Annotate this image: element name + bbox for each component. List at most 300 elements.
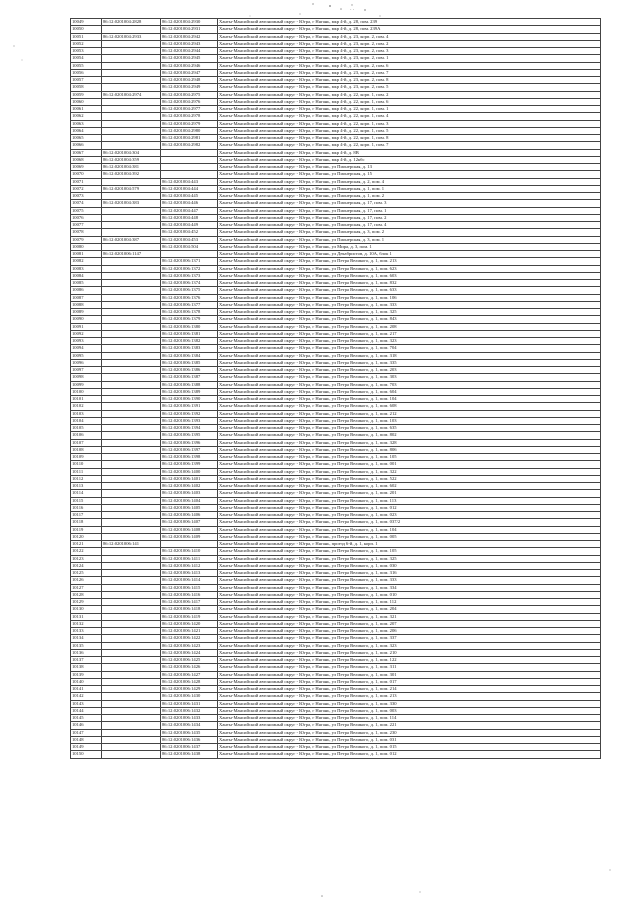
row-number-cell: 10076	[71, 214, 102, 221]
row-number-cell: 10115	[71, 497, 102, 504]
table-row	[71, 519, 601, 526]
address-cell: Ханты-Мансийский автономный округ - Югра, г Нягань, ул Петра Великого, д. 1, пом. 212	[218, 410, 601, 417]
table-row	[71, 156, 601, 163]
parent-cadastral-number-cell	[102, 707, 161, 714]
cadastral-number-cell: 86:12:0201006:1392	[161, 410, 218, 417]
address-cell: Ханты-Мансийский автономный округ - Югра, г Нягань, ул Петра Великого, д. 1, пом. 105	[218, 454, 601, 461]
table-row	[71, 193, 601, 200]
address-cell: Ханты-Мансийский автономный округ - Югра, г Нягань, ул Петра Великого, д. 1, пом. 328	[218, 439, 601, 446]
table-row	[71, 577, 601, 584]
row-number-cell: 10084	[71, 272, 102, 279]
address-cell: Ханты-Мансийский автономный округ - Югра, г Нягань, ул Пионерская, д. 17, пом. 4	[218, 222, 601, 229]
address-cell: Ханты-Мансийский автономный округ - Югра, г Нягань, ул Петра Великого, д. 1, пом. 113	[218, 497, 601, 504]
table-row	[71, 497, 601, 504]
address-cell: Ханты-Мансийский автономный округ - Югра, г Нягань, ул Петра Великого, д. 1, пом. 106	[218, 294, 601, 301]
address-cell: Ханты-Мансийский автономный округ - Югра, г Нягань, ул Пионерская, д. 13	[218, 164, 601, 171]
parent-cadastral-number-cell	[102, 454, 161, 461]
address-cell: Ханты-Мансийский автономный округ - Югра, г Нягань, мкр 4-й, д. 23, корп. 2, пом. 2	[218, 40, 601, 47]
parent-cadastral-number-cell	[102, 106, 161, 113]
row-number-cell: 10098	[71, 374, 102, 381]
cadastral-number-cell: 86:12:0201006:1372	[161, 265, 218, 272]
parent-cadastral-number-cell: 86:12:0201004:2933	[102, 33, 161, 40]
address-cell: Ханты-Мансийский автономный округ - Югра, г Нягань, мкр 4-й, д. 22, корп. 1, пом. 5	[218, 127, 601, 134]
cadastral-number-cell: 86:12:0201006:1436	[161, 736, 218, 743]
parent-cadastral-number-cell	[102, 62, 161, 69]
cadastral-number-cell: 86:12:0201006:1425	[161, 657, 218, 664]
cadastral-number-cell: 86:12:0201006:1414	[161, 577, 218, 584]
address-cell: Ханты-Мансийский автономный округ - Югра, г Нягань, ул Петра Великого, д. 1, пом. 301	[218, 671, 601, 678]
parent-cadastral-number-cell	[102, 446, 161, 453]
table-row	[71, 570, 601, 577]
address-cell: Ханты-Мансийский автономный округ - Югра, г Нягань, мкр 4-й, д. 23, корп. 2, пом. 4	[218, 33, 601, 40]
row-number-cell: 10122	[71, 548, 102, 555]
table-row	[71, 98, 601, 105]
table-row	[71, 251, 601, 258]
address-cell: Ханты-Мансийский автономный округ - Югра, г Нягань, ул Петра Великого, д. 1, пом. 311	[218, 664, 601, 671]
table-row	[71, 700, 601, 707]
parent-cadastral-number-cell	[102, 388, 161, 395]
address-cell: Ханты-Мансийский автономный округ - Югра, г Нягань, мкр 4-й, д. 28, пом. 239	[218, 19, 601, 26]
address-cell: Ханты-Мансийский автономный округ - Югра, г Нягань, ул Петра Великого, д. 1, пом. 602	[218, 483, 601, 490]
parent-cadastral-number-cell	[102, 512, 161, 519]
address-cell: Ханты-Мансийский автономный округ - Югра, г Нягань, ул Петра Великого, д. 1, пом. 217	[218, 330, 601, 337]
parent-cadastral-number-cell	[102, 55, 161, 62]
table-row	[71, 548, 601, 555]
address-cell: Ханты-Мансийский автономный округ - Югра, г Нягань, ул Петра Великого, д. 1, пом. 322	[218, 468, 601, 475]
row-number-cell: 10085	[71, 280, 102, 287]
cadastral-number-cell: 86:12:0201006:1378	[161, 309, 218, 316]
table-row	[71, 744, 601, 751]
table-row	[71, 19, 601, 26]
row-number-cell: 10124	[71, 562, 102, 569]
parent-cadastral-number-cell	[102, 77, 161, 84]
cadastral-number-cell: 86:12:0201006:1388	[161, 381, 218, 388]
cadastral-number-cell: 86:12:0201006:1382	[161, 338, 218, 345]
address-cell: Ханты-Мансийский автономный округ - Югра, г Нягань, ул Петра Великого, д. 1, пом. 015	[218, 744, 601, 751]
table-row	[71, 69, 601, 76]
parent-cadastral-number-cell: 86:12:0201004:392	[102, 171, 161, 178]
parent-cadastral-number-cell	[102, 135, 161, 142]
address-cell: Ханты-Мансийский автономный округ - Югра, г Нягань, ул Петра Великого, д. 1, пом. 703	[218, 381, 601, 388]
table-row	[71, 483, 601, 490]
address-cell: Ханты-Мансийский автономный округ - Югра, г Нягань, ул Петра Великого, д. 1, пом. 608	[218, 403, 601, 410]
address-cell: Ханты-Мансийский автономный округ - Югра, г Нягань, ул Пионерская, д. 1, пом. 1	[218, 185, 601, 192]
table-row	[71, 164, 601, 171]
table-row	[71, 562, 601, 569]
parent-cadastral-number-cell	[102, 671, 161, 678]
cadastral-number-cell: 86:12:0201004:2975	[161, 91, 218, 98]
parent-cadastral-number-cell	[102, 410, 161, 417]
table-row	[71, 338, 601, 345]
parent-cadastral-number-cell: 86:12:0201004:2974	[102, 91, 161, 98]
row-number-cell: 10120	[71, 533, 102, 540]
table-row	[71, 222, 601, 229]
cadastral-number-cell: 86:12:0201006:1402	[161, 483, 218, 490]
cadastral-number-cell: 86:12:0201006:1395	[161, 432, 218, 439]
row-number-cell: 10110	[71, 461, 102, 468]
row-number-cell: 10146	[71, 722, 102, 729]
address-cell: Ханты-Мансийский автономный округ - Югра, г Нягань, мкр 4-й, д. 23, корп. 2, пом. 1	[218, 55, 601, 62]
table-row	[71, 359, 601, 366]
cadastral-number-cell: 86:12:0201006:1428	[161, 678, 218, 685]
table-row	[71, 127, 601, 134]
table-row	[71, 40, 601, 47]
parent-cadastral-number-cell	[102, 272, 161, 279]
row-number-cell: 10056	[71, 69, 102, 76]
cadastral-number-cell: 86:12:0201006:1383	[161, 345, 218, 352]
row-number-cell: 10116	[71, 504, 102, 511]
cadastral-number-cell	[161, 164, 218, 171]
address-cell: Ханты-Мансийский автономный округ - Югра, г Нягань, ул Петра Великого, д. 1, пом. 323	[218, 338, 601, 345]
row-number-cell: 10090	[71, 316, 102, 323]
row-number-cell: 10121	[71, 541, 102, 548]
cadastral-number-cell: 86:12:0201004:2976	[161, 98, 218, 105]
row-number-cell: 10105	[71, 425, 102, 432]
row-number-cell: 10089	[71, 309, 102, 316]
row-number-cell: 10068	[71, 156, 102, 163]
parent-cadastral-number-cell	[102, 736, 161, 743]
row-number-cell: 10148	[71, 736, 102, 743]
parent-cadastral-number-cell	[102, 359, 161, 366]
cadastral-number-cell: 86:12:0201004:446	[161, 200, 218, 207]
table-row	[71, 555, 601, 562]
cadastral-number-cell: 86:12:0201006:1437	[161, 744, 218, 751]
cadastral-number-cell: 86:12:0201006:1397	[161, 446, 218, 453]
row-number-cell: 10051	[71, 33, 102, 40]
parent-cadastral-number-cell	[102, 258, 161, 265]
row-number-cell: 10072	[71, 185, 102, 192]
cadastral-number-cell: 86:12:0201004:2943	[161, 40, 218, 47]
parent-cadastral-number-cell	[102, 461, 161, 468]
table-row	[71, 258, 601, 265]
cadastral-number-cell: 86:12:0201006:1412	[161, 562, 218, 569]
table-row	[71, 396, 601, 403]
parent-cadastral-number-cell: 86:12:0201004:381	[102, 164, 161, 171]
table-row	[71, 113, 601, 120]
row-number-cell: 10069	[71, 164, 102, 171]
cadastral-number-cell: 86:12:0201006:1396	[161, 439, 218, 446]
parent-cadastral-number-cell	[102, 309, 161, 316]
cadastral-number-cell	[161, 541, 218, 548]
cadastral-number-cell: 86:12:0201006:1399	[161, 461, 218, 468]
parent-cadastral-number-cell	[102, 338, 161, 345]
address-cell: Ханты-Мансийский автономный округ - Югра, г Нягань, ул Петра Великого, д. 1, пом. 806	[218, 446, 601, 453]
row-number-cell: 10144	[71, 707, 102, 714]
address-cell: Ханты-Мансийский автономный округ - Югра, г Нягань, ул Петра Великого, д. 1, пом. 104	[218, 526, 601, 533]
row-number-cell: 10099	[71, 381, 102, 388]
cadastral-number-cell: 86:12:0201006:1398	[161, 454, 218, 461]
table-row	[71, 671, 601, 678]
parent-cadastral-number-cell	[102, 635, 161, 642]
table-row	[71, 628, 601, 635]
cadastral-number-cell: 86:12:0201006:1429	[161, 686, 218, 693]
parent-cadastral-number-cell	[102, 613, 161, 620]
parent-cadastral-number-cell	[102, 26, 161, 33]
parent-cadastral-number-cell	[102, 483, 161, 490]
parent-cadastral-number-cell	[102, 686, 161, 693]
table-row	[71, 635, 601, 642]
address-cell: Ханты-Мансийский автономный округ - Югра, г Нягань, мкр 4-й, д. 28, пом. 239А	[218, 26, 601, 33]
parent-cadastral-number-cell	[102, 562, 161, 569]
row-number-cell: 10061	[71, 106, 102, 113]
table-row	[71, 686, 601, 693]
address-cell: Ханты-Мансийский автономный округ - Югра, г Нягань, ул Петра Великого, д. 1, пом. 325	[218, 309, 601, 316]
row-number-cell: 10065	[71, 135, 102, 142]
parent-cadastral-number-cell	[102, 657, 161, 664]
address-cell: Ханты-Мансийский автономный округ - Югра, г Нягань, мкр 4-й, д. 23, корп. 2, пом. 7	[218, 69, 601, 76]
parent-cadastral-number-cell	[102, 475, 161, 482]
row-number-cell: 10111	[71, 468, 102, 475]
table-row	[71, 381, 601, 388]
row-number-cell: 10138	[71, 664, 102, 671]
row-number-cell: 10093	[71, 338, 102, 345]
address-cell: Ханты-Мансийский автономный округ - Югра, г Нягань, ул Петра Великого, д. 1, пом. 104	[218, 396, 601, 403]
parent-cadastral-number-cell	[102, 178, 161, 185]
row-number-cell: 10141	[71, 686, 102, 693]
table-row	[71, 142, 601, 149]
cadastral-number-cell: 86:12:0201006:1431	[161, 700, 218, 707]
row-number-cell: 10062	[71, 113, 102, 120]
row-number-cell: 10109	[71, 454, 102, 461]
parent-cadastral-number-cell	[102, 744, 161, 751]
row-number-cell: 10075	[71, 207, 102, 214]
parent-cadastral-number-cell	[102, 628, 161, 635]
row-number-cell: 10133	[71, 628, 102, 635]
parent-cadastral-number-cell	[102, 113, 161, 120]
cadastral-number-cell: 86:12:0201004:2982	[161, 142, 218, 149]
cadastral-number-cell: 86:12:0201006:1424	[161, 649, 218, 656]
table-row	[71, 367, 601, 374]
address-cell: Ханты-Мансийский автономный округ - Югра, г Нягань, ул Петра Великого, д. 1, пом. 210	[218, 649, 601, 656]
parent-cadastral-number-cell	[102, 69, 161, 76]
header-scan-mark: °	[312, 4, 314, 9]
parent-cadastral-number-cell	[102, 287, 161, 294]
cadastral-number-cell: 86:12:0201006:1389	[161, 388, 218, 395]
parent-cadastral-number-cell	[102, 722, 161, 729]
cadastral-number-cell: 86:12:0201006:1426	[161, 664, 218, 671]
table-row	[71, 722, 601, 729]
table-row	[71, 352, 601, 359]
address-cell: Ханты-Мансийский автономный округ - Югра, г Нягань, мкр 4-й, д. 23, корп. 2, пом. 3	[218, 48, 601, 55]
row-number-cell: 10067	[71, 149, 102, 156]
table-row	[71, 243, 601, 250]
cadastral-number-cell: 86:12:0201006:1423	[161, 642, 218, 649]
address-cell: Ханты-Мансийский автономный округ - Югра, г Нягань, мкр 4-й, д. 8В	[218, 149, 601, 156]
cadastral-number-cell: 86:12:0201006:1401	[161, 475, 218, 482]
cadastral-number-cell: 86:12:0201004:2947	[161, 69, 218, 76]
address-cell: Ханты-Мансийский автономный округ - Югра, г Нягань, ул Пионерская, д. 3, пом. 1	[218, 236, 601, 243]
table-row	[71, 55, 601, 62]
address-cell: Ханты-Мансийский автономный округ - Югра, г Нягань, ул Декабристов, д. 10А, блок 1	[218, 251, 601, 258]
address-cell: Ханты-Мансийский автономный округ - Югра, г Нягань, ул Петра Великого, д. 1, пом. 333	[218, 577, 601, 584]
row-number-cell: 10080	[71, 243, 102, 250]
address-cell: Ханты-Мансийский автономный округ - Югра, г Нягань, мкр 4-й, д. 22, корп. 1, пом. 8	[218, 135, 601, 142]
cadastral-number-cell: 86:12:0201006:1400	[161, 468, 218, 475]
cadastral-number-cell: 86:12:0201006:1403	[161, 490, 218, 497]
cadastral-number-cell: 86:12:0201006:1394	[161, 425, 218, 432]
parent-cadastral-number-cell	[102, 367, 161, 374]
table-row	[71, 649, 601, 656]
table-row	[71, 475, 601, 482]
address-cell: Ханты-Мансийский автономный округ - Югра, г Нягань, ул Петра Великого, д. 1, пом. 030	[218, 562, 601, 569]
parent-cadastral-number-cell	[102, 301, 161, 308]
cadastral-number-cell: 86:12:0201006:1371	[161, 258, 218, 265]
address-cell: Ханты-Мансийский автономный округ - Югра, г Нягань, проезд 6-й, д. 1, корп. 1	[218, 541, 601, 548]
address-cell: Ханты-Мансийский автономный округ - Югра, г Нягань, ул Пионерская, д. 1, пом. 2	[218, 193, 601, 200]
cadastral-number-cell: 86:12:0201004:2930	[161, 19, 218, 26]
table-row	[71, 374, 601, 381]
row-number-cell: 10135	[71, 642, 102, 649]
row-number-cell: 10095	[71, 352, 102, 359]
cadastral-number-cell: 86:12:0201006:1427	[161, 671, 218, 678]
address-cell: Ханты-Мансийский автономный округ - Югра, г Нягань, ул Петра Великого, д. 1, пом. 321	[218, 613, 601, 620]
cadastral-number-cell: 86:12:0201006:1420	[161, 620, 218, 627]
table-row	[71, 309, 601, 316]
parent-cadastral-number-cell: 86:12:0201006:141	[102, 541, 161, 548]
parent-cadastral-number-cell	[102, 577, 161, 584]
row-number-cell: 10052	[71, 40, 102, 47]
cadastral-number-cell: 86:12:0201006:1377	[161, 301, 218, 308]
address-cell: Ханты-Мансийский автономный округ - Югра, г Нягань, ул Петра Великого, д. 1, пом. 213	[218, 693, 601, 700]
parent-cadastral-number-cell	[102, 700, 161, 707]
cadastral-number-cell: 86:12:0201006:1404	[161, 497, 218, 504]
address-cell: Ханты-Мансийский автономный округ - Югра, г Нягань, ул Петра Великого, д. 1, пом. 832	[218, 280, 601, 287]
cadastral-number-cell: 86:12:0201006:1416	[161, 591, 218, 598]
parent-cadastral-number-cell	[102, 548, 161, 555]
cadastral-number-cell: 86:12:0201006:1391	[161, 403, 218, 410]
cadastral-number-cell: 86:12:0201006:1417	[161, 599, 218, 606]
cadastral-number-cell: 86:12:0201006:1411	[161, 555, 218, 562]
parent-cadastral-number-cell	[102, 664, 161, 671]
row-number-cell: 10142	[71, 693, 102, 700]
table-row	[71, 91, 601, 98]
address-cell: Ханты-Мансийский автономный округ - Югра, г Нягань, ул Петра Великого, д. 1, пом. 316	[218, 570, 601, 577]
address-cell: Ханты-Мансийский автономный округ - Югра, г Нягань, ул Петра Великого, д. 1, пом. 330	[218, 700, 601, 707]
table-row	[71, 77, 601, 84]
address-cell: Ханты-Мансийский автономный округ - Югра, г Нягань, ул Петра Великого, д. 1, пом. 122	[218, 657, 601, 664]
address-cell: Ханты-Мансийский автономный округ - Югра, г Нягань, ул Петра Великого, д. 1, пом. 522	[218, 475, 601, 482]
cadastral-number-cell: 86:12:0201006:1438	[161, 751, 218, 758]
address-cell: Ханты-Мансийский автономный округ - Югра, г Нягань, ул Петра Великого, д. 1, пом. 213	[218, 258, 601, 265]
address-cell: Ханты-Мансийский автономный округ - Югра, г Нягань, ул Петра Великого, д. 1, пом. 635	[218, 425, 601, 432]
parent-cadastral-number-cell	[102, 490, 161, 497]
table-row	[71, 657, 601, 664]
row-number-cell: 10049	[71, 19, 102, 26]
table-row	[71, 715, 601, 722]
row-number-cell: 10054	[71, 55, 102, 62]
address-cell: Ханты-Мансийский автономный округ - Югра, г Нягань, мкр 4-й, д. 23, корп. 2, пом. 5	[218, 84, 601, 91]
parent-cadastral-number-cell	[102, 381, 161, 388]
table-row	[71, 323, 601, 330]
address-cell: Ханты-Мансийский автономный округ - Югра, г Нягань, ул Петра Великого, д. 1, пом. 704	[218, 345, 601, 352]
table-row	[71, 207, 601, 214]
table-row	[71, 287, 601, 294]
parent-cadastral-number-cell	[102, 729, 161, 736]
address-cell: Ханты-Мансийский автономный округ - Югра, г Нягань, ул Петра Великого, д. 1, пом. 003	[218, 707, 601, 714]
row-number-cell: 10130	[71, 606, 102, 613]
parent-cadastral-number-cell	[102, 678, 161, 685]
address-cell: Ханты-Мансийский автономный округ - Югра, г Нягань, мкр 4-й, д. 23, корп. 2, пом. 6	[218, 62, 601, 69]
table-row	[71, 200, 601, 207]
row-number-cell: 10057	[71, 77, 102, 84]
table-row	[71, 606, 601, 613]
cadastral-number-cell: 86:12:0201004:2979	[161, 120, 218, 127]
cadastral-number-cell: 86:12:0201006:1415	[161, 584, 218, 591]
table-row	[71, 526, 601, 533]
parent-cadastral-number-cell	[102, 229, 161, 236]
parent-cadastral-number-cell	[102, 265, 161, 272]
cadastral-number-cell: 86:12:0201006:1407	[161, 519, 218, 526]
cadastral-number-cell: 86:12:0201006:1384	[161, 352, 218, 359]
row-number-cell: 10119	[71, 526, 102, 533]
row-number-cell: 10091	[71, 323, 102, 330]
address-cell: Ханты-Мансийский автономный округ - Югра, г Нягань, мкр 4-й, д. 22, корп. 1, пом. 3	[218, 120, 601, 127]
address-cell: Ханты-Мансийский автономный округ - Югра, г Нягань, ул Петра Великого, д. 1, пом. 012	[218, 751, 601, 758]
parent-cadastral-number-cell	[102, 432, 161, 439]
parent-cadastral-number-cell	[102, 127, 161, 134]
table-row	[71, 707, 601, 714]
cadastral-number-cell: 86:12:0201004:448	[161, 214, 218, 221]
parent-cadastral-number-cell	[102, 519, 161, 526]
table-row	[71, 171, 601, 178]
row-number-cell: 10073	[71, 193, 102, 200]
parent-cadastral-number-cell	[102, 374, 161, 381]
address-cell: Ханты-Мансийский автономный округ - Югра, г Нягань, ул Петра Великого, д. 1, пом. 802	[218, 432, 601, 439]
row-number-cell: 10113	[71, 483, 102, 490]
parent-cadastral-number-cell	[102, 606, 161, 613]
cadastral-number-cell: 86:12:0201006:1421	[161, 628, 218, 635]
parent-cadastral-number-cell	[102, 142, 161, 149]
address-cell: Ханты-Мансийский автономный округ - Югра, г Нягань, ул Петра Великого, д. 1, пом. 623	[218, 265, 601, 272]
row-number-cell: 10086	[71, 287, 102, 294]
table-row	[71, 461, 601, 468]
parent-cadastral-number-cell	[102, 504, 161, 511]
row-number-cell: 10132	[71, 620, 102, 627]
table-row	[71, 693, 601, 700]
address-cell: Ханты-Мансийский автономный округ - Югра, г Нягань, ул Петра Великого, д. 1, пом. 201	[218, 490, 601, 497]
table-row	[71, 330, 601, 337]
table-row	[71, 345, 601, 352]
registry-table-body	[71, 19, 601, 759]
cadastral-number-cell: 86:12:0201004:449	[161, 222, 218, 229]
cadastral-number-cell: 86:12:0201006:1409	[161, 533, 218, 540]
parent-cadastral-number-cell	[102, 280, 161, 287]
row-number-cell: 10097	[71, 367, 102, 374]
table-row	[71, 664, 601, 671]
cadastral-number-cell: 86:12:0201006:1379	[161, 316, 218, 323]
parent-cadastral-number-cell	[102, 555, 161, 562]
row-number-cell: 10064	[71, 127, 102, 134]
table-row	[71, 613, 601, 620]
table-row	[71, 316, 601, 323]
address-cell: Ханты-Мансийский автономный округ - Югра, г Нягань, мкр 4-й, д. 22, корп. 1, пом. 7	[218, 142, 601, 149]
table-row	[71, 178, 601, 185]
parent-cadastral-number-cell	[102, 599, 161, 606]
table-row	[71, 185, 601, 192]
table-row	[71, 149, 601, 156]
table-row	[71, 678, 601, 685]
row-number-cell: 10060	[71, 98, 102, 105]
parent-cadastral-number-cell: 86:12:0201004:2828	[102, 19, 161, 26]
cadastral-number-cell: 86:12:0201006:1405	[161, 504, 218, 511]
table-row	[71, 106, 601, 113]
address-cell: Ханты-Мансийский автономный округ - Югра, г Нягань, ул Пионерская, д. 17, пом. 1	[218, 207, 601, 214]
cadastral-number-cell: 86:12:0201006:1380	[161, 323, 218, 330]
row-number-cell: 10077	[71, 222, 102, 229]
cadastral-number-cell: 86:12:0201006:1432	[161, 707, 218, 714]
parent-cadastral-number-cell	[102, 533, 161, 540]
address-cell: Ханты-Мансийский автономный округ - Югра, г Нягань, ул Петра Великого, д. 1, пом. 031	[218, 736, 601, 743]
